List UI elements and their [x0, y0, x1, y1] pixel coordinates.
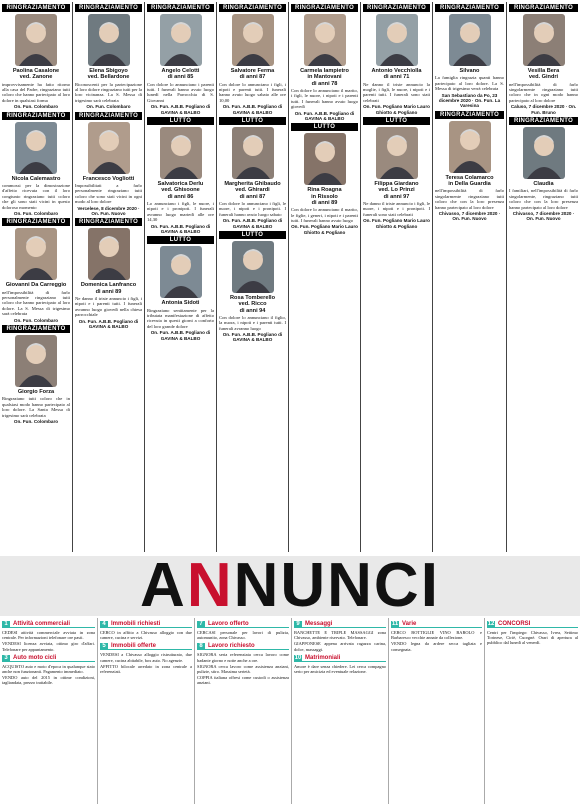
section-header: RINGRAZIAMENTO [2, 4, 70, 12]
category-label: Auto moto cicli [10, 655, 95, 662]
obituary-text: I familiari, nell'impossibilità di farlo singolarmente, ringraziano tutti coloro che con la loro presenza hanno partecipato al loro dolore [509, 188, 578, 210]
obituary-text: nell'impossibilità di farlo personalmente ringraziano tutti coloro che hanno partecipato al loro dolore. La S. Messa di trigesimo sarà celebrata [2, 289, 70, 317]
classified-ad: VENDO auto del 2015 in ottime condizioni, tagliandata, prezzo trattabile. [2, 675, 95, 686]
classified-ad: Centri per l'impiego: Chivasso, Ivrea, Settimo Torinese, Ciriè, Cuorgnè. Orari di apertura al pubblico dal lunedì al venerdì. [487, 630, 578, 646]
category-label: Attività commerciali [10, 621, 95, 628]
category-label: Immobili richiesti [108, 621, 192, 628]
deceased-name: Vesilla Bera ved. Gindri [527, 68, 560, 81]
section-header: RINGRAZIAMENTO [291, 4, 358, 12]
category-label: Lavoro offerto [205, 621, 289, 628]
classified-ad: CEDESI attività commerciale avviata in zona centrale. Per informazioni telefonare ore pasti. [2, 630, 95, 641]
obituary-text: Riconoscenti per la partecipazione al loro dolore ringraziano tutti per la loro vicinanza. La S. Messa di trigesimo sarà celebrata [75, 81, 142, 103]
obituary-column [506, 2, 580, 552]
obituary-column [144, 2, 216, 552]
funeral-agency: On. Fun. A.B.B. Pogliano di GAVINA & BALBO [222, 218, 283, 229]
portrait-photo [15, 335, 57, 387]
portrait-photo [160, 246, 202, 298]
category-number: 5 [100, 643, 108, 650]
deceased-name: Antonia Sidoti [161, 300, 200, 307]
category-number: 7 [197, 621, 205, 628]
annunci-banner [0, 551, 580, 620]
category-label: CONCORSI [495, 621, 578, 628]
banner-letter: A [140, 551, 187, 620]
obituary-text: Con dolore lo annunciano il figlio, la nuora, i nipoti e i parenti tutti. I funerali avranno luogo [219, 314, 286, 331]
deceased-name: Giovanni Da Carreggio [5, 282, 67, 289]
category-number: 9 [294, 621, 302, 628]
classified-ad: GIAPPONESE appena arrivata ragazza carina, dolce, massaggi. [294, 641, 386, 652]
obituary-text: Ringraziano sentitamente per la tributata manifestazione di affetto ricevuta in questi giorni a conforto del loro grande dolore [147, 307, 214, 329]
classified-ad: VENDO legna da ardere secca tagliata e consegnata. [391, 641, 482, 652]
section-header: RINGRAZIAMENTO [2, 218, 70, 226]
deceased-name: Giorgio Forza [17, 389, 55, 396]
classifieds-column [484, 618, 580, 804]
portrait-photo [160, 127, 202, 179]
portrait-photo [160, 14, 202, 66]
funeral-agency: On. Fun. A.B.B. Pogliano di GAVINA & BALBO [150, 330, 211, 341]
portrait-photo [232, 241, 274, 293]
deceased-name: Carmela Iampietro in Mantovani di anni 78 [300, 68, 349, 87]
funeral-agency: Chivasso, 7 dicembre 2020 · On. Fun. Nuovo [438, 210, 501, 222]
funeral-agency: On. Fun. Pogliano Mario Lauro Ghiotto & Pogliano [363, 104, 430, 115]
classified-ad: Amore è dare senza chiedere. Lei cerca compagno serio per amicizia ed eventuale relazione. [294, 663, 386, 675]
deceased-name: Paolina Casalone ved. Zanone [12, 68, 60, 81]
obituary-column [72, 2, 144, 552]
section-header: RINGRAZIAMENTO [2, 325, 70, 333]
category-heading [100, 621, 192, 628]
section-header: LUTTO [291, 123, 358, 131]
section-header: RINGRAZIAMENTO [2, 112, 70, 120]
funeral-agency: On. Fun. Colombaro [13, 419, 59, 425]
funeral-agency: On. Fun. A.B.B. Pogliano di GAVINA & BALBO [294, 110, 355, 121]
obituary-text: Lo annunciano i figli, le nuore, i nipoti e i pronipoti. I funerali avranno luogo martedì alle ore 14,30 [147, 200, 214, 223]
obituary-text: Ringraziano tutti coloro che in qualsiasi modo hanno partecipato al loro dolore. La Santa Messa di trigesimo sarà celebrata [2, 396, 70, 418]
section-header: RINGRAZIAMENTO [363, 4, 430, 12]
section-header: RINGRAZIAMENTO [75, 112, 142, 120]
section-header: LUTTO [363, 117, 430, 125]
category-heading [487, 621, 578, 628]
portrait-photo [88, 228, 130, 280]
category-heading [100, 643, 192, 650]
portrait-photo [232, 14, 274, 66]
category-heading [197, 643, 289, 650]
classifieds-column [388, 618, 484, 804]
section-header: RINGRAZIAMENTO [509, 117, 578, 125]
deceased-name: Filippa Giardano ved. Lo Prinzi di anni 97 [374, 181, 419, 200]
funeral-agency: On. Fun. Colombaro [13, 104, 59, 110]
category-label: Matrimoniali [302, 655, 386, 662]
portrait-photo [15, 14, 57, 66]
obituary-text: Con dolore lo annunciano i figli, le nuore, i nipoti e i pronipoti. I funerali hanno avuto luogo sabato [219, 200, 286, 217]
classified-ad: SIGNORA cerca lavoro come assistenza anziani, pulizie, stiro. Massima serietà. [197, 663, 289, 675]
category-number: 12 [487, 621, 495, 627]
category-number: 8 [197, 643, 205, 650]
category-heading [294, 655, 386, 662]
deceased-name: Domenica Lanfranco di anni 89 [80, 282, 137, 295]
portrait-photo [304, 133, 346, 185]
banner-letters: NUNCI [233, 551, 440, 620]
obituary-text: nell'impossibilità di farlo singolarmente ringraziano tutti coloro che in ogni modo hanno partecipato al loro dolore [509, 81, 578, 103]
classified-ad: BANCHETTE E TRIPLE MASSAGGI zona Chivasso, ambiente riservato. Telefonare. [294, 630, 386, 641]
category-heading [2, 655, 95, 662]
category-heading [197, 621, 289, 628]
classified-ad: VENDESI licenza avviata, ottimo giro d'affari. Telefonare per appuntamento. [2, 641, 95, 652]
obituary-text: Ne danno il triste annuncio i figli, i nipoti e i parenti tutti. I funerali avranno luogo giovedì nella chiesa parrocchiale [75, 295, 142, 318]
funeral-agency: Chivasso, 7 dicembre 2020 · On. Fun. Nuovo [512, 210, 575, 222]
funeral-agency: On. Fun. Colombaro [13, 317, 59, 323]
obituary-text: Con dolore lo annunciano il marito, i figli, le nuore, i nipoti e i parenti tutti. I funerali hanno avuto luogo giovedì [291, 87, 358, 110]
section-header: RINGRAZIAMENTO [75, 4, 142, 12]
portrait-photo [15, 122, 57, 174]
funeral-agency: On. Fun. Colombaro [13, 210, 59, 216]
portrait-photo [523, 127, 565, 179]
section-header: RINGRAZIAMENTO [435, 4, 504, 12]
obituary-column [0, 2, 72, 552]
obituary-text: Impossibilitati a farlo personalmente ringraziano tutti coloro che sono stati vicini in ogni modo al loro dolore [75, 182, 142, 205]
category-label: Varie [399, 621, 482, 628]
portrait-photo [376, 127, 418, 179]
portrait-photo [88, 14, 130, 66]
section-header: LUTTO [147, 236, 214, 244]
portrait-photo [88, 122, 130, 174]
obituary-text: Con dolore lo annunciano il marito, le figlie, i generi, i nipoti e i parenti tutti. I funerali hanno avuto luogo [291, 207, 358, 224]
classifieds-column [291, 618, 388, 804]
section-header: RINGRAZIAMENTO [75, 218, 142, 226]
category-heading [391, 621, 482, 628]
section-header: LUTTO [219, 117, 286, 125]
obituary-text: commossi per la dimostrazione d'affetto ricevuta con il loro congiunto ringraziano tutti coloro che gli sono stati vicini in questo doloroso momento [2, 182, 70, 210]
category-label: Immobili offerte [108, 643, 192, 650]
section-header: RINGRAZIAMENTO [219, 4, 286, 12]
deceased-name: Salvatorica Derlu ved. Ghisoone di anni 86 [157, 181, 204, 200]
obituary-text: La famiglia ringrazia quanti hanno partecipato al loro dolore. La S. Messa di trigesimo verrà celebrata [435, 75, 504, 92]
obituary-text: improvvisamente ha fatto ritorno alla casa del Padre, ringraziano tutti coloro che hanno partecipato al loro dolore in qualsiasi forma [2, 81, 70, 103]
portrait-photo [523, 14, 565, 66]
funeral-agency: On. Fun. A.B.B. Pogliano di GAVINA & BALBO [78, 318, 139, 329]
obituary-text: nell'impossibilità di farlo singolarmente ringraziano tutti coloro che con la loro presenza hanno partecipato al loro dolore [435, 188, 504, 210]
portrait-photo [15, 228, 57, 280]
classified-ad: CERCO BOTTIGLIE VINO BAROLO e Barbaresco vecchie annate da collezione. [391, 630, 482, 641]
section-header: RINGRAZIAMENTO [147, 4, 214, 12]
deceased-name: Salvatore Ferma di anni 87 [230, 68, 275, 81]
section-header: LUTTO [147, 117, 214, 125]
category-number: 3 [2, 655, 10, 662]
deceased-name: Rina Roagna in Rissolo di anni 89 [307, 187, 342, 206]
classifieds-column [97, 618, 194, 804]
funeral-agency: On. Fun. Pogliano Mario Lauro Ghiotto & Pogliano [363, 218, 430, 229]
deceased-name: Elena Sbigoyo ved. Bellardone [87, 68, 130, 81]
category-number: 1 [2, 621, 10, 628]
classifieds-column [0, 618, 97, 804]
classified-ad: CERCASI personale per lavori di pulizia, automunito, zona Chivasso. [197, 630, 289, 641]
funeral-agency: San Sebastiano da Po, 23 dicembre 2020 · On. Fun. La Varesina [438, 92, 501, 109]
deceased-name: Teresa Colamarco in Della Guardia [445, 174, 494, 188]
deceased-name: Antonio Vecchiolla di anni 71 [371, 68, 422, 81]
category-number: 11 [391, 621, 399, 627]
category-label: Messaggi [302, 621, 386, 628]
classifieds-section [0, 618, 580, 804]
classifieds-column [194, 618, 291, 804]
obituary-text: Con dolore lo annunciano i figli, i nipoti e parenti tutti. I funerali hanno avuto luogo sabato alle ore 10,00 [219, 81, 286, 103]
funeral-agency: On. Fun. Pogliano Mario Lauro Ghiotto & Pogliano [291, 224, 358, 235]
section-header: RINGRAZIAMENTO [435, 111, 504, 119]
portrait-photo [304, 14, 346, 66]
category-number: 10 [294, 654, 302, 661]
deceased-name: Rosa Tomberello ved. Ricco di anni 94 [230, 294, 275, 314]
deceased-name: Margherita Ghibaudo ved. Ghirardi di anni 87 [224, 181, 281, 200]
deceased-name: Silvano [459, 68, 480, 74]
portrait-photo [449, 14, 491, 66]
deceased-name: Angelo Celotti di anni 85 [161, 68, 200, 81]
funeral-agency: On. Fun. A.B.B. Pogliano di GAVINA & BALBO [222, 332, 283, 343]
category-heading [294, 621, 386, 628]
funeral-agency: On. Fun. A.B.B. Pogliano di GAVINA & BALBO [150, 223, 211, 234]
obituary-column [288, 2, 360, 552]
classified-ad: AFFITTO bilocale arredato in zona centrale a referenziati. [100, 663, 192, 675]
portrait-photo [376, 14, 418, 66]
deceased-name: Francesco Vogliotti [82, 175, 135, 182]
classified-ad: VENDESI a Chivasso alloggio ristrutturato, due camere, cucina abitabile, box auto. No agenzie. [100, 652, 192, 663]
classified-ad: CERCO in affitto a Chivasso alloggio con due camere, cucina e servizi. [100, 630, 192, 641]
obituary-text: Ne danno il triste annuncio la moglie, i figli, le nuore, i nipoti e i parenti tutti. I funerali sono stati celebrati [363, 81, 430, 103]
category-label: Lavoro richiesto [205, 643, 289, 650]
obituary-column [432, 2, 506, 552]
portrait-photo [232, 127, 274, 179]
funeral-agency: On. Fun. Colombaro [86, 104, 131, 110]
deceased-name: Nicola Calemastro [11, 175, 61, 182]
banner-letter-accent: N [186, 551, 234, 620]
obituary-column [360, 2, 432, 552]
section-header: RINGRAZIAMENTO [509, 4, 578, 12]
classified-ad: COPPIA italiana offresi come custodi o assistenza anziani. [197, 675, 289, 686]
funeral-agency: On. Fun. A.B.B. Pogliano di GAVINA & BALBO [150, 104, 211, 115]
obituary-column [216, 2, 288, 552]
obituary-text: Con dolore lo annunciano i parenti tutti. I funerali hanno avuto luogo lunedì nella Parrocchia di S. Giovanni [147, 81, 214, 103]
funeral-agency: Caluso, 7 dicembre 2020 · On. Fun. Bruno [510, 104, 577, 115]
portrait-photo [449, 121, 491, 173]
classified-ad: ACQUISTO auto e moto d'epoca in qualunque stato anche non funzionanti. Pagamento immediato. [2, 663, 95, 675]
section-header: LUTTO [219, 231, 286, 239]
classified-ad: SIGNORA seria referenziata cerca lavoro come badante giorno e notte anche a ore. [197, 652, 289, 663]
category-heading [2, 621, 95, 628]
funeral-agency: On. Fun. A.B.B. Pogliano di GAVINA & BALBO [222, 104, 283, 115]
funeral-agency: Vercelese, 8 dicembre 2020 · On. Fun. Nuovo [77, 205, 140, 216]
deceased-name: Claudia [533, 181, 554, 188]
category-number: 4 [100, 621, 108, 628]
obituary-text: Ne danno il triste annuncio i figli, le nuore, i nipoti e i pronipoti. I funerali sono stati celebrati [363, 200, 430, 217]
banner-title [140, 551, 440, 620]
